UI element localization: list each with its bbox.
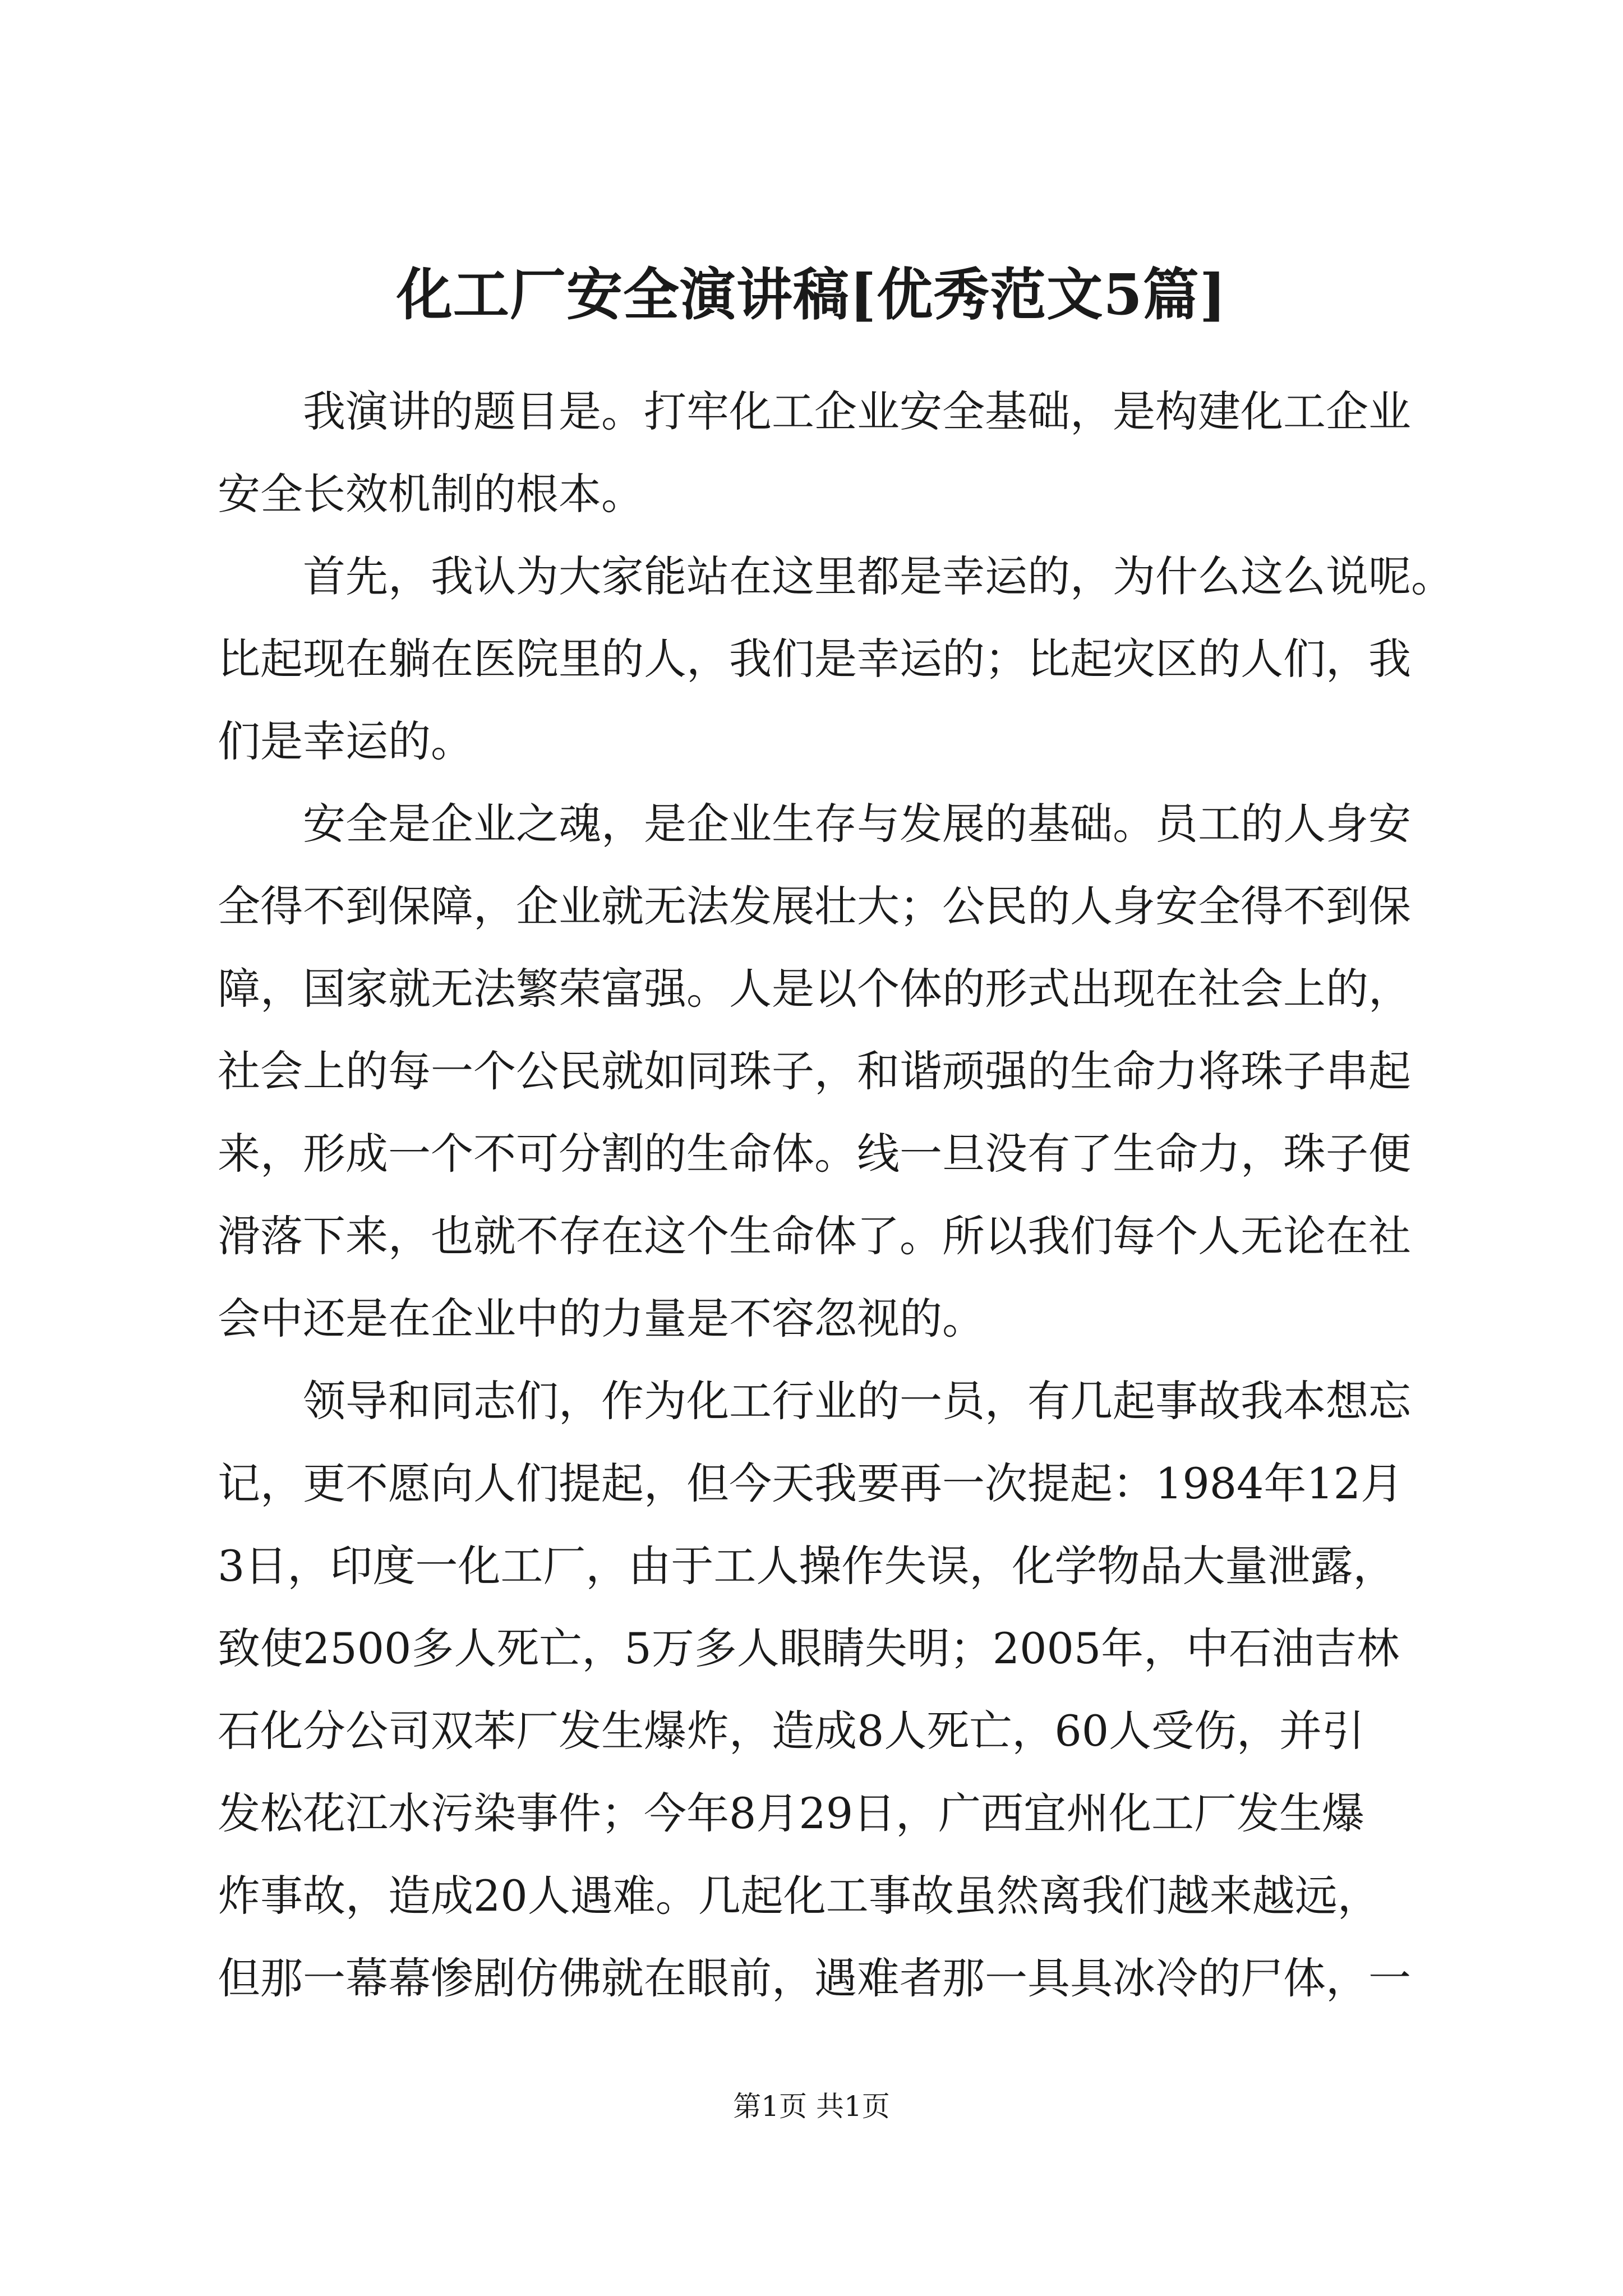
body-line: 首先，我认为大家能站在这里都是幸运的，为什么这么说呢。 [218, 551, 1454, 601]
body-line: 会中还是在企业中的力量是不容忽视的。 [218, 1294, 985, 1343]
page-footer: 第1页 共1页 [733, 2090, 890, 2123]
body-line: 全得不到保障，企业就无法发展壮大；公民的人身安全得不到保 [218, 881, 1411, 931]
body-line: 比起现在躺在医院里的人，我们是幸运的；比起灾区的人们，我 [218, 634, 1411, 684]
body-line: 发松花江水污染事件；今年8月29日，广西宜州化工厂发生爆 [218, 1788, 1365, 1838]
body-line: 领导和同志们，作为化工行业的一员，有几起事故我本想忘 [218, 1376, 1411, 1426]
body-line: 安全是企业之魂，是企业生存与发展的基础。员工的人身安 [218, 799, 1411, 849]
body-line: 滑落下来，也就不存在这个生命体了。所以我们每个人无论在社 [218, 1211, 1411, 1261]
body-line: 记，更不愿向人们提起，但今天我要再一次提起：1984年12月 [218, 1458, 1404, 1508]
document-title: 化工厂安全演讲稿[优秀范文5篇] [396, 261, 1227, 328]
body-line: 3日，印度一化工厂，由于工人操作失误，化学物品大量泄露， [218, 1541, 1396, 1591]
document-body [218, 370, 1454, 2019]
body-line: 社会上的每一个公民就如同珠子，和谐顽强的生命力将珠子串起 [218, 1046, 1411, 1096]
body-line: 来，形成一个不可分割的生命体。线一旦没有了生命力，珠子便 [218, 1129, 1411, 1179]
body-line: 们是幸运的。 [218, 716, 473, 766]
body-line: 炸事故，造成20人遇难。几起化工事故虽然离我们越来越远， [218, 1871, 1380, 1921]
body-line: 石化分公司双苯厂发生爆炸，造成8人死亡，60人受伤，并引 [218, 1706, 1365, 1756]
body-line: 安全长效机制的根本。 [218, 469, 644, 519]
body-line: 但那一幕幕惨剧仿佛就在眼前，遇难者那一具具冰冷的尸体，一 [218, 1953, 1411, 2003]
body-line: 致使2500多人死亡，5万多人眼睛失明；2005年，中石油吉林 [218, 1623, 1400, 1673]
body-line: 我演讲的题目是。打牢化工企业安全基础，是构建化工企业 [218, 386, 1411, 436]
body-line: 障，国家就无法繁荣富强。人是以个体的形式出现在社会上的， [218, 964, 1411, 1014]
